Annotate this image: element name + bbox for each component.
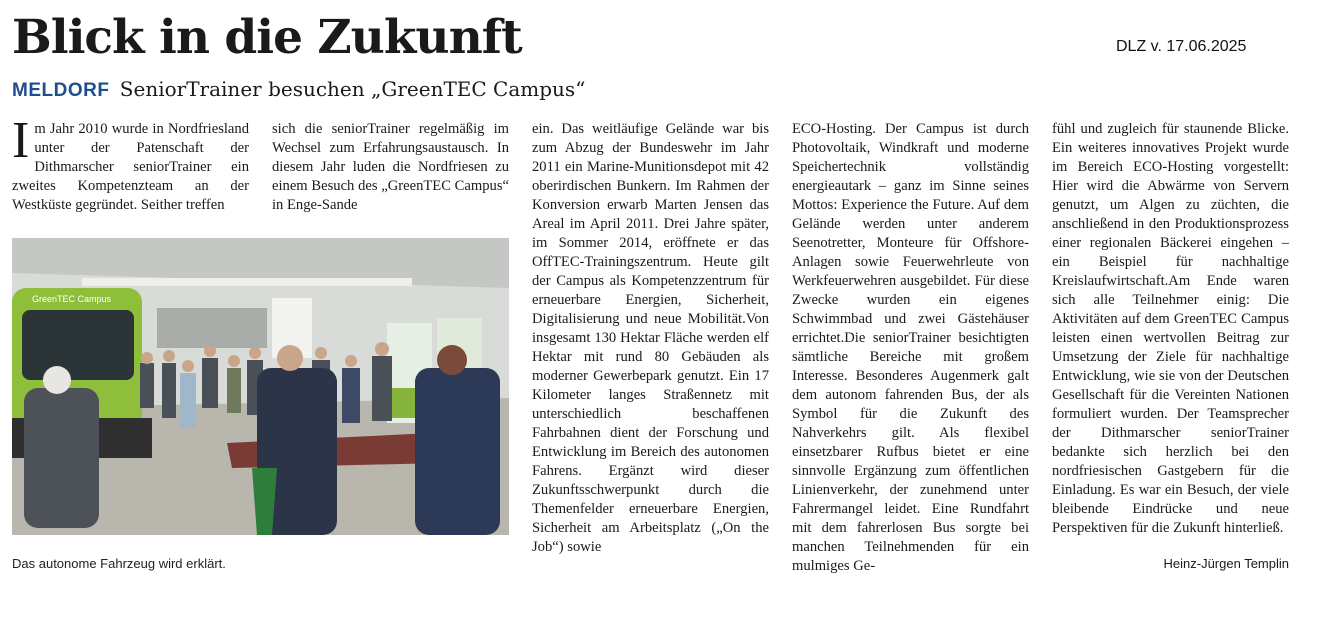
photo-illustration [12,238,509,535]
subheadline [12,74,585,106]
article-column-1 [12,112,249,215]
column-1-text: m Jahr 2010 wurde in Nordfriesland unter der Patenschaft der Dithmarscher seniorTrainer ein zweites Kompetenzteam an der Westküste gegründet. Seither treffen [12,121,249,213]
dropcap: I [12,112,30,169]
article-photo [12,238,509,535]
article-column-4 [792,120,1029,576]
source-date: DLZ v. 17.06.2025 [1116,38,1247,55]
ceiling-light [82,278,412,286]
article-column-3 [532,120,769,557]
bus-label: GreenTEC Campus [32,294,112,304]
article-column-2 [272,120,509,215]
author-byline: Heinz-Jürgen Templin [1163,556,1289,571]
column-4-text: ECO-Hosting. Der Campus ist durch Photovoltaik, Windkraft und moderne Speichertechnik vollständig energieautark – ganz im Sinne seines Mottos: Experience the Future. Auf dem Gelände werden unter anderem Seenotretter, Monteure für Offshore-Anlagen sowie Feuerwehrleute von Werkfeuerwehren ausgebildet. Für diese Zwecke wurden ein eigenes Schwimmbad und zwei Gästehäuser errichtet.Die seniorTrainer besichtigten sämtliche Bereiche mit großem Interesse. Besonderes Augenmerk galt dem autonom fahrenden Bus, der als Symbol für die Zukunft des Nahverkehrs gilt. Als flexibel einsetzbarer Rufbus bietet er eine sinnvolle Ergänzung zum öffentlichen Linienverkehr, der zunehmend unter Fahrermangel leidet. Eine Rundfahrt mit dem fahrerlosen Bus sorgte bei manchen Teilnehmenden für ein mulmiges Ge- [792,121,1029,574]
photo-caption: Das autonome Fahrzeug wird erklärt. [12,556,226,571]
subheadline-text: SeniorTrainer besuchen „GreenTEC Campus“ [119,77,586,101]
headline: Blick in die Zukunft [12,10,522,65]
wall-units [157,308,267,348]
column-2-text: sich die seniorTrainer regelmäßig im Wechsel zum Erfahrungsaustausch. In diesem Jahr luden die Nordfriesen zu einem Besuch des „GreenTEC Campus“ in Enge-Sande [272,121,509,213]
bus-windshield [22,310,134,380]
column-3-text: ein. Das weitläufige Gelände war bis zum Abzug der Bundeswehr im Jahr 2011 ein Marine-Munitionsdepot mit 42 oberirdischen Bunkern. Im Rahmen der Konversion erwarb Marten Jensen das Areal im April 2011. Drei Jahre später, im Sommer 2014, eröffnete er das OffTEC-Trainingszentrum. Heute gilt der Campus als Kompetenzzentrum für erneuerbare Energien, Sicherheit, Digitalisierung und neue Mobilität.Von insgesamt 130 Hektar Fläche werden elf Hektar mit rund 80 Gebäuden als moderner Gewerbepark genutzt. Ein 17 Kilometer langes Straßennetz mit unterschiedlich beschaffenen Fahrbahnen dient der Forschung und Entwicklung im Bereich des autonomen Fahrens. Ergänzt wird dieser Zukunftsschwerpunkt durch die Themenfelder erneuerbare Energien, Sicherheit am Arbeitsplatz („On the Job“) sowie [532,121,769,555]
kicker-location: MELDORF [12,80,110,101]
article-column-5 [1052,120,1289,538]
column-5-text: fühl und zugleich für staunende Blicke. Ein weiteres innovatives Projekt wurde im Bereich ECO-Hosting vorgestellt: Hier wird die Abwärme von Servern genutzt, um Algen zu züchten, die anschließend in den Produktionsprozess einer regionalen Bäckerei eingehen – ein Beispiel für nachhaltige Kreislaufwirtschaft.Am Ende waren sich alle Teilnehmer einig: Die Aktivitäten auf dem GreenTEC Campus leisten einen wertvollen Beitrag zur Umsetzung der Ziele für nachhaltige Entwicklung, wie sie von der Deutschen Gesellschaft für die Vereinten Nationen formuliert wurden. Der Teamsprecher der Dithmarscher seniorTrainer bedankte sich herzlich bei den nordfriesischen Gastgebern für die Einladung. Es war ein Besuch, der viele bleibende Eindrücke und neue Perspektiven für die Zukunft hinterließ. [1052,121,1289,536]
